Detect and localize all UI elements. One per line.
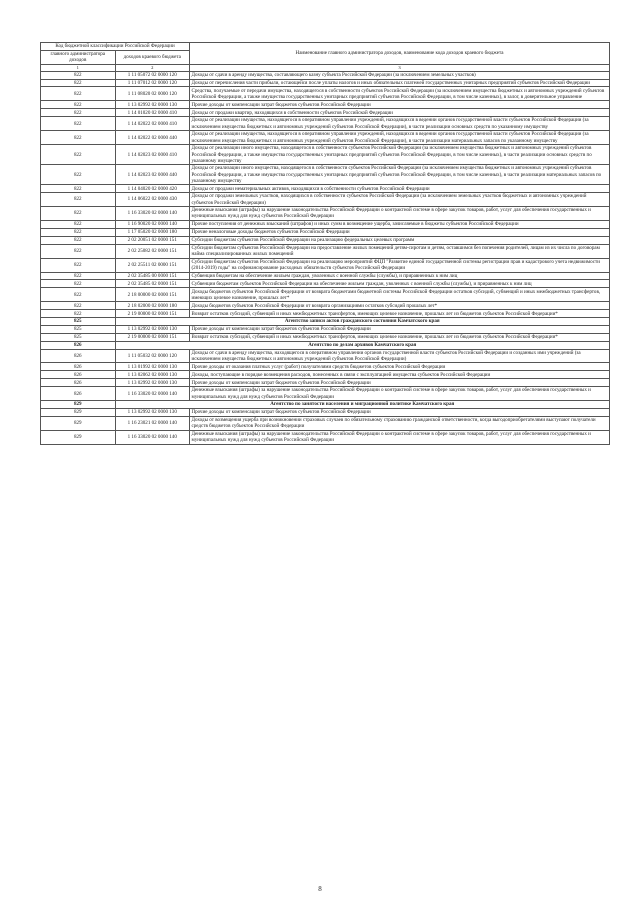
revenue-name-cell: Доходы бюджетов субъектов Российской Федерации от возврата бюджетами бюджетной системы Российской Федерации остатков субсидий, субвенций и иных межбюджетных трансфертов, имеющих целевое назначение, прошлых лет* — [190, 288, 610, 302]
revenue-code-cell: 1 16 33020 02 0000 140 — [115, 387, 190, 401]
revenue-code-cell: 2 18 00000 02 0000 151 — [115, 288, 190, 302]
table-row — [41, 87, 610, 101]
revenue-code-cell: 1 13 02992 02 0000 130 — [115, 379, 190, 387]
table-row — [41, 109, 610, 117]
admin-code-cell: 826 — [41, 387, 116, 401]
revenue-name-cell: Возврат остатков субсидий, субвенций и иных межбюджетных трансфертов, имеющих целевое назначение, прошлых лет из бюджетов субъектов Российской Федерации* — [190, 333, 610, 341]
revenue-name-cell: Доходы, поступающие в порядке возмещения расходов, понесенных в связи с эксплуатацией имущества субъектов Российской Федерации — [190, 371, 610, 379]
section-admin-code: 826 — [41, 341, 116, 349]
code-column-header: доходов краевого бюджета — [115, 50, 190, 64]
admin-code-cell: 822 — [41, 109, 116, 117]
revenue-code-cell: 2 02 35485 00 0000 151 — [115, 272, 190, 280]
revenue-name-cell: Возврат остатков субсидий, субвенций и иных межбюджетных трансфертов, имеющих целевое назначение, прошлых лет из бюджетов субъектов Российской Федерации* — [190, 310, 610, 318]
table-row — [41, 193, 610, 207]
admin-code-cell: 829 — [41, 416, 116, 430]
name-column-header: Наименование главного администратора доходов, наименование кода доходов краевого бюджета — [190, 43, 610, 65]
revenue-name-cell: Доходы от реализации имущества, находящегося в оперативном управлении учреждений, находящихся в ведении органов государственной власти субъектов Российской Федерации (за исключением имущества бюджетных и автономных учреждений субъектов Российской Федерации), в части реализации материальных запасов по указанному имуществу — [190, 131, 610, 145]
table-row — [41, 258, 610, 272]
revenue-name-cell: Средства, получаемые от передачи имущества, находящегося в собственности субъектов Российской Федерации (за исключением имущества бюджетных и автономных учреждений субъектов Российской Федерации, а также имущества государственных унитарных предприятий субъектов Российской Федерации, в том числе казенных), в залог, в доверительное управление — [190, 87, 610, 101]
revenue-code-cell: 1 11 07012 02 0000 120 — [115, 79, 190, 87]
admin-code-cell: 822 — [41, 185, 116, 193]
revenue-name-cell: Денежные взыскания (штрафы) за нарушение законодательства Российской Федерации о контрактной системе в сфере закупок товаров, работ, услуг для обеспечения государственных и муниципальных нужд для нужд субъектов Российской Федерации — [190, 207, 610, 221]
table-body — [41, 71, 610, 444]
revenue-code-cell: 1 13 01992 02 0000 130 — [115, 363, 190, 371]
revenue-name-cell: Субсидии бюджетам субъектов Российской Федерации на реализацию мероприятий ФЦП "Развитие единой государственной системы регистрации прав и кадастрового учета недвижимости (2014-2019) годы" на софинансирование расходных обязательств субъектов Российской Федерации — [190, 258, 610, 272]
admin-code-cell: 826 — [41, 379, 116, 387]
table-row — [41, 101, 610, 109]
admin-code-cell: 826 — [41, 349, 116, 363]
revenue-code-cell: 1 16 33020 02 0000 140 — [115, 430, 190, 444]
revenue-code-cell: 1 17 05020 02 0000 180 — [115, 228, 190, 236]
revenue-code-cell: 2 18 02000 02 0000 180 — [115, 302, 190, 310]
admin-code-cell: 822 — [41, 145, 116, 165]
admin-code-cell: 822 — [41, 87, 116, 101]
admin-code-cell: 822 — [41, 302, 116, 310]
table-row — [41, 272, 610, 280]
admin-code-cell: 822 — [41, 258, 116, 272]
table-row — [41, 349, 610, 363]
revenue-code-cell: 1 13 02062 02 0000 130 — [115, 371, 190, 379]
section-row — [41, 401, 610, 409]
table-row — [41, 302, 610, 310]
revenue-name-cell: Доходы от продажи квартир, находящихся в собственности субъектов Российской Федерации — [190, 109, 610, 117]
table-row — [41, 310, 610, 318]
table-row — [41, 165, 610, 185]
code-group-header: Код бюджетной классификации Российской Федерации — [41, 43, 190, 51]
revenue-name-cell: Прочие неналоговые доходы бюджетов субъектов Российской Федерации — [190, 228, 610, 236]
revenue-code-cell: 1 11 05032 02 0000 120 — [115, 349, 190, 363]
revenue-name-cell: Прочие доходы от оказания платных услуг (работ) получателями средств бюджетов субъектов Российской Федерации — [190, 363, 610, 371]
table-row — [41, 333, 610, 341]
admin-code-cell: 822 — [41, 193, 116, 207]
admin-code-cell: 822 — [41, 117, 116, 131]
revenue-name-cell: Доходы от сдачи в аренду имущества, составляющего казну субъекта Российской Федерации (за исключением земельных участков) — [190, 71, 610, 79]
table-header-row — [41, 43, 610, 51]
revenue-code-cell: 1 13 02992 02 0000 130 — [115, 325, 190, 333]
revenue-code-cell: 1 16 90020 02 0000 140 — [115, 220, 190, 228]
revenue-name-cell: Прочие доходы от компенсации затрат бюджетов субъектов Российской Федерации — [190, 101, 610, 109]
revenue-code-cell: 1 16 33020 02 0000 140 — [115, 207, 190, 221]
revenue-name-cell: Доходы от сдачи в аренду имущества, находящегося в оперативном управлении органов государственной власти субъектов Российской Федерации и созданных ими учреждений (за исключением имущества бюджетных и автономных учреждений субъектов Российской Федерации) — [190, 349, 610, 363]
revenue-code-cell: 2 02 25082 02 0000 151 — [115, 244, 190, 258]
section-title: Агентство записи актов гражданского состояния Камчатского края — [115, 318, 610, 326]
revenue-name-cell: Доходы от реализации имущества, находящегося в оперативном управлении учреждений, находящихся в ведении органов государственной власти субъектов Российской Федерации (за исключением имущества бюджетных и автономных учреждений субъектов Российской Федерации), в части реализации основных средств по указанному имуществу — [190, 117, 610, 131]
revenue-code-cell: 1 14 06022 02 0000 430 — [115, 193, 190, 207]
section-row — [41, 318, 610, 326]
admin-code-cell: 826 — [41, 363, 116, 371]
admin-code-cell: 822 — [41, 244, 116, 258]
table-row — [41, 416, 610, 430]
table-row — [41, 408, 610, 416]
revenue-code-cell: 1 13 02992 02 0000 130 — [115, 101, 190, 109]
column-index-2: 2 — [115, 64, 190, 71]
revenue-name-cell: Денежные взыскания (штрафы) за нарушение законодательства Российской Федерации о контрактной системе в сфере закупок товаров, работ, услуг для обеспечения государственных и муниципальных нужд для нужд субъектов Российской Федерации — [190, 430, 610, 444]
table-row — [41, 236, 610, 244]
revenue-name-cell: Прочие доходы от компенсации затрат бюджетов субъектов Российской Федерации — [190, 379, 610, 387]
table-row — [41, 288, 610, 302]
revenue-name-cell: Субсидии бюджетам субъектов Российской Федерации на реализацию федеральных целевых программ — [190, 236, 610, 244]
revenue-code-cell: 1 11 05072 02 0000 120 — [115, 71, 190, 79]
admin-code-cell: 829 — [41, 408, 116, 416]
revenue-code-cell: 1 16 23021 02 0000 140 — [115, 416, 190, 430]
table-row — [41, 79, 610, 87]
admin-code-cell: 825 — [41, 325, 116, 333]
document-page — [40, 42, 610, 445]
admin-code-cell: 825 — [41, 333, 116, 341]
revenue-code-cell: 1 14 02022 02 0000 440 — [115, 131, 190, 145]
revenue-code-cell: 1 11 08020 02 0000 120 — [115, 87, 190, 101]
revenue-codes-table — [40, 42, 610, 445]
revenue-code-cell: 2 19 00000 02 0000 151 — [115, 310, 190, 318]
admin-code-cell: 822 — [41, 236, 116, 244]
revenue-name-cell: Доходы от продажи нематериальных активов, находящихся в собственности субъектов Российской Федерации — [190, 185, 610, 193]
revenue-code-cell: 2 02 35485 02 0000 151 — [115, 280, 190, 288]
column-index-3: 3 — [190, 64, 610, 71]
admin-code-cell: 822 — [41, 207, 116, 221]
section-row — [41, 341, 610, 349]
admin-code-cell: 822 — [41, 101, 116, 109]
table-row — [41, 379, 610, 387]
revenue-code-cell: 2 02 25511 02 0000 151 — [115, 258, 190, 272]
revenue-name-cell: Субвенции бюджетам субъектов Российской Федерации на обеспечение жильем граждан, уволенных с военной службы (службы), и приравненных к ним лиц — [190, 280, 610, 288]
revenue-name-cell: Денежные взыскания (штрафы) за нарушение законодательства Российской Федерации о контрактной системе в сфере закупок товаров, работ, услуг для обеспечения государственных и муниципальных нужд для нужд субъектов Российской Федерации — [190, 387, 610, 401]
table-row — [41, 220, 610, 228]
admin-code-cell: 822 — [41, 165, 116, 185]
revenue-name-cell: Доходы бюджетов субъектов Российской Федерации от возврата организациями остатков субсидий прошлых лет* — [190, 302, 610, 310]
revenue-name-cell: Прочие поступления от денежных взысканий (штрафов) и иных сумм в возмещение ущерба, зачисляемые в бюджеты субъектов Российской Федерации — [190, 220, 610, 228]
revenue-name-cell: Прочие доходы от компенсации затрат бюджетов субъектов Российской Федерации — [190, 408, 610, 416]
revenue-name-cell: Субвенция бюджетам на обеспечение жильем граждан, уволенных с военной службы (службы), и приравненных к ним лиц — [190, 272, 610, 280]
revenue-name-cell: Субсидии бюджетам субъектов Российской Федерации на предоставление жилых помещений детям-сиротам и детям, оставшимся без попечения родителей, лицам из их числа по договорам найма специализированных жилых помещений — [190, 244, 610, 258]
section-title: Агентство по делам архивов Камчатского края — [115, 341, 610, 349]
page-number: 8 — [318, 885, 322, 893]
table-row — [41, 371, 610, 379]
table-row — [41, 325, 610, 333]
table-row — [41, 71, 610, 79]
admin-code-cell: 822 — [41, 288, 116, 302]
admin-column-header: главного администратора доходов — [41, 50, 116, 64]
revenue-code-cell: 1 14 01020 02 0000 410 — [115, 109, 190, 117]
revenue-name-cell: Доходы от перечисления части прибыли, остающейся после уплаты налогов и иных обязательных платежей государственных унитарных предприятий субъектов Российской Федерации — [190, 79, 610, 87]
revenue-name-cell: Прочие доходы от компенсации затрат бюджетов субъектов Российской Федерации — [190, 325, 610, 333]
table-row — [41, 430, 610, 444]
table-row — [41, 244, 610, 258]
revenue-code-cell: 1 14 02022 02 0000 410 — [115, 117, 190, 131]
admin-code-cell: 822 — [41, 310, 116, 318]
revenue-code-cell: 2 19 00000 02 0000 151 — [115, 333, 190, 341]
table-row — [41, 228, 610, 236]
admin-code-cell: 822 — [41, 71, 116, 79]
revenue-name-cell: Доходы от возмещения ущерба при возникновении страховых случаев по обязательному страхованию гражданской ответственности, когда выгодоприобретателями выступают получатели средств бюджетов субъектов Российской Федерации — [190, 416, 610, 430]
revenue-name-cell: Доходы от реализации иного имущества, находящегося в собственности субъектов Российской Федерации (за исключением имущества бюджетных и автономных учреждений субъектов Российской Федерации, а также имущества государственных унитарных предприятий субъектов Российской Федерации, в том числе казенных), в части реализации основных средств по указанному имуществу — [190, 145, 610, 165]
table-row — [41, 185, 610, 193]
table-row — [41, 280, 610, 288]
revenue-code-cell: 1 14 02023 02 0000 410 — [115, 145, 190, 165]
admin-code-cell: 829 — [41, 430, 116, 444]
admin-code-cell: 822 — [41, 220, 116, 228]
admin-code-cell: 822 — [41, 131, 116, 145]
revenue-name-cell: Доходы от продажи земельных участков, находящихся в собственности субъектов Российской Федерации (за исключением земельных участков бюджетных и автономных учреждений субъектов Российской Федерации) — [190, 193, 610, 207]
revenue-name-cell: Доходы от реализации иного имущества, находящегося в собственности субъектов Российской Федерации (за исключением имущества бюджетных и автономных учреждений субъектов Российской Федерации, а также имущества государственных унитарных предприятий субъектов Российской Федерации, в том числе казенных), в части реализации материальных запасов по указанному имуществу — [190, 165, 610, 185]
revenue-code-cell: 1 14 02023 02 0000 440 — [115, 165, 190, 185]
table-row — [41, 117, 610, 131]
revenue-code-cell: 2 02 20051 02 0000 151 — [115, 236, 190, 244]
table-row — [41, 131, 610, 145]
column-index-row — [41, 64, 610, 71]
table-row — [41, 145, 610, 165]
table-row — [41, 363, 610, 371]
table-row — [41, 207, 610, 221]
admin-code-cell: 822 — [41, 79, 116, 87]
section-admin-code: 829 — [41, 401, 116, 409]
admin-code-cell: 822 — [41, 280, 116, 288]
revenue-code-cell: 1 13 02992 02 0000 130 — [115, 408, 190, 416]
admin-code-cell: 822 — [41, 272, 116, 280]
section-admin-code: 825 — [41, 318, 116, 326]
admin-code-cell: 822 — [41, 228, 116, 236]
section-title: Агентство по занятости населения и миграционной политике Камчатского края — [115, 401, 610, 409]
admin-code-cell: 826 — [41, 371, 116, 379]
column-index-1: 1 — [41, 64, 116, 71]
revenue-code-cell: 1 14 04020 02 0000 420 — [115, 185, 190, 193]
table-row — [41, 387, 610, 401]
